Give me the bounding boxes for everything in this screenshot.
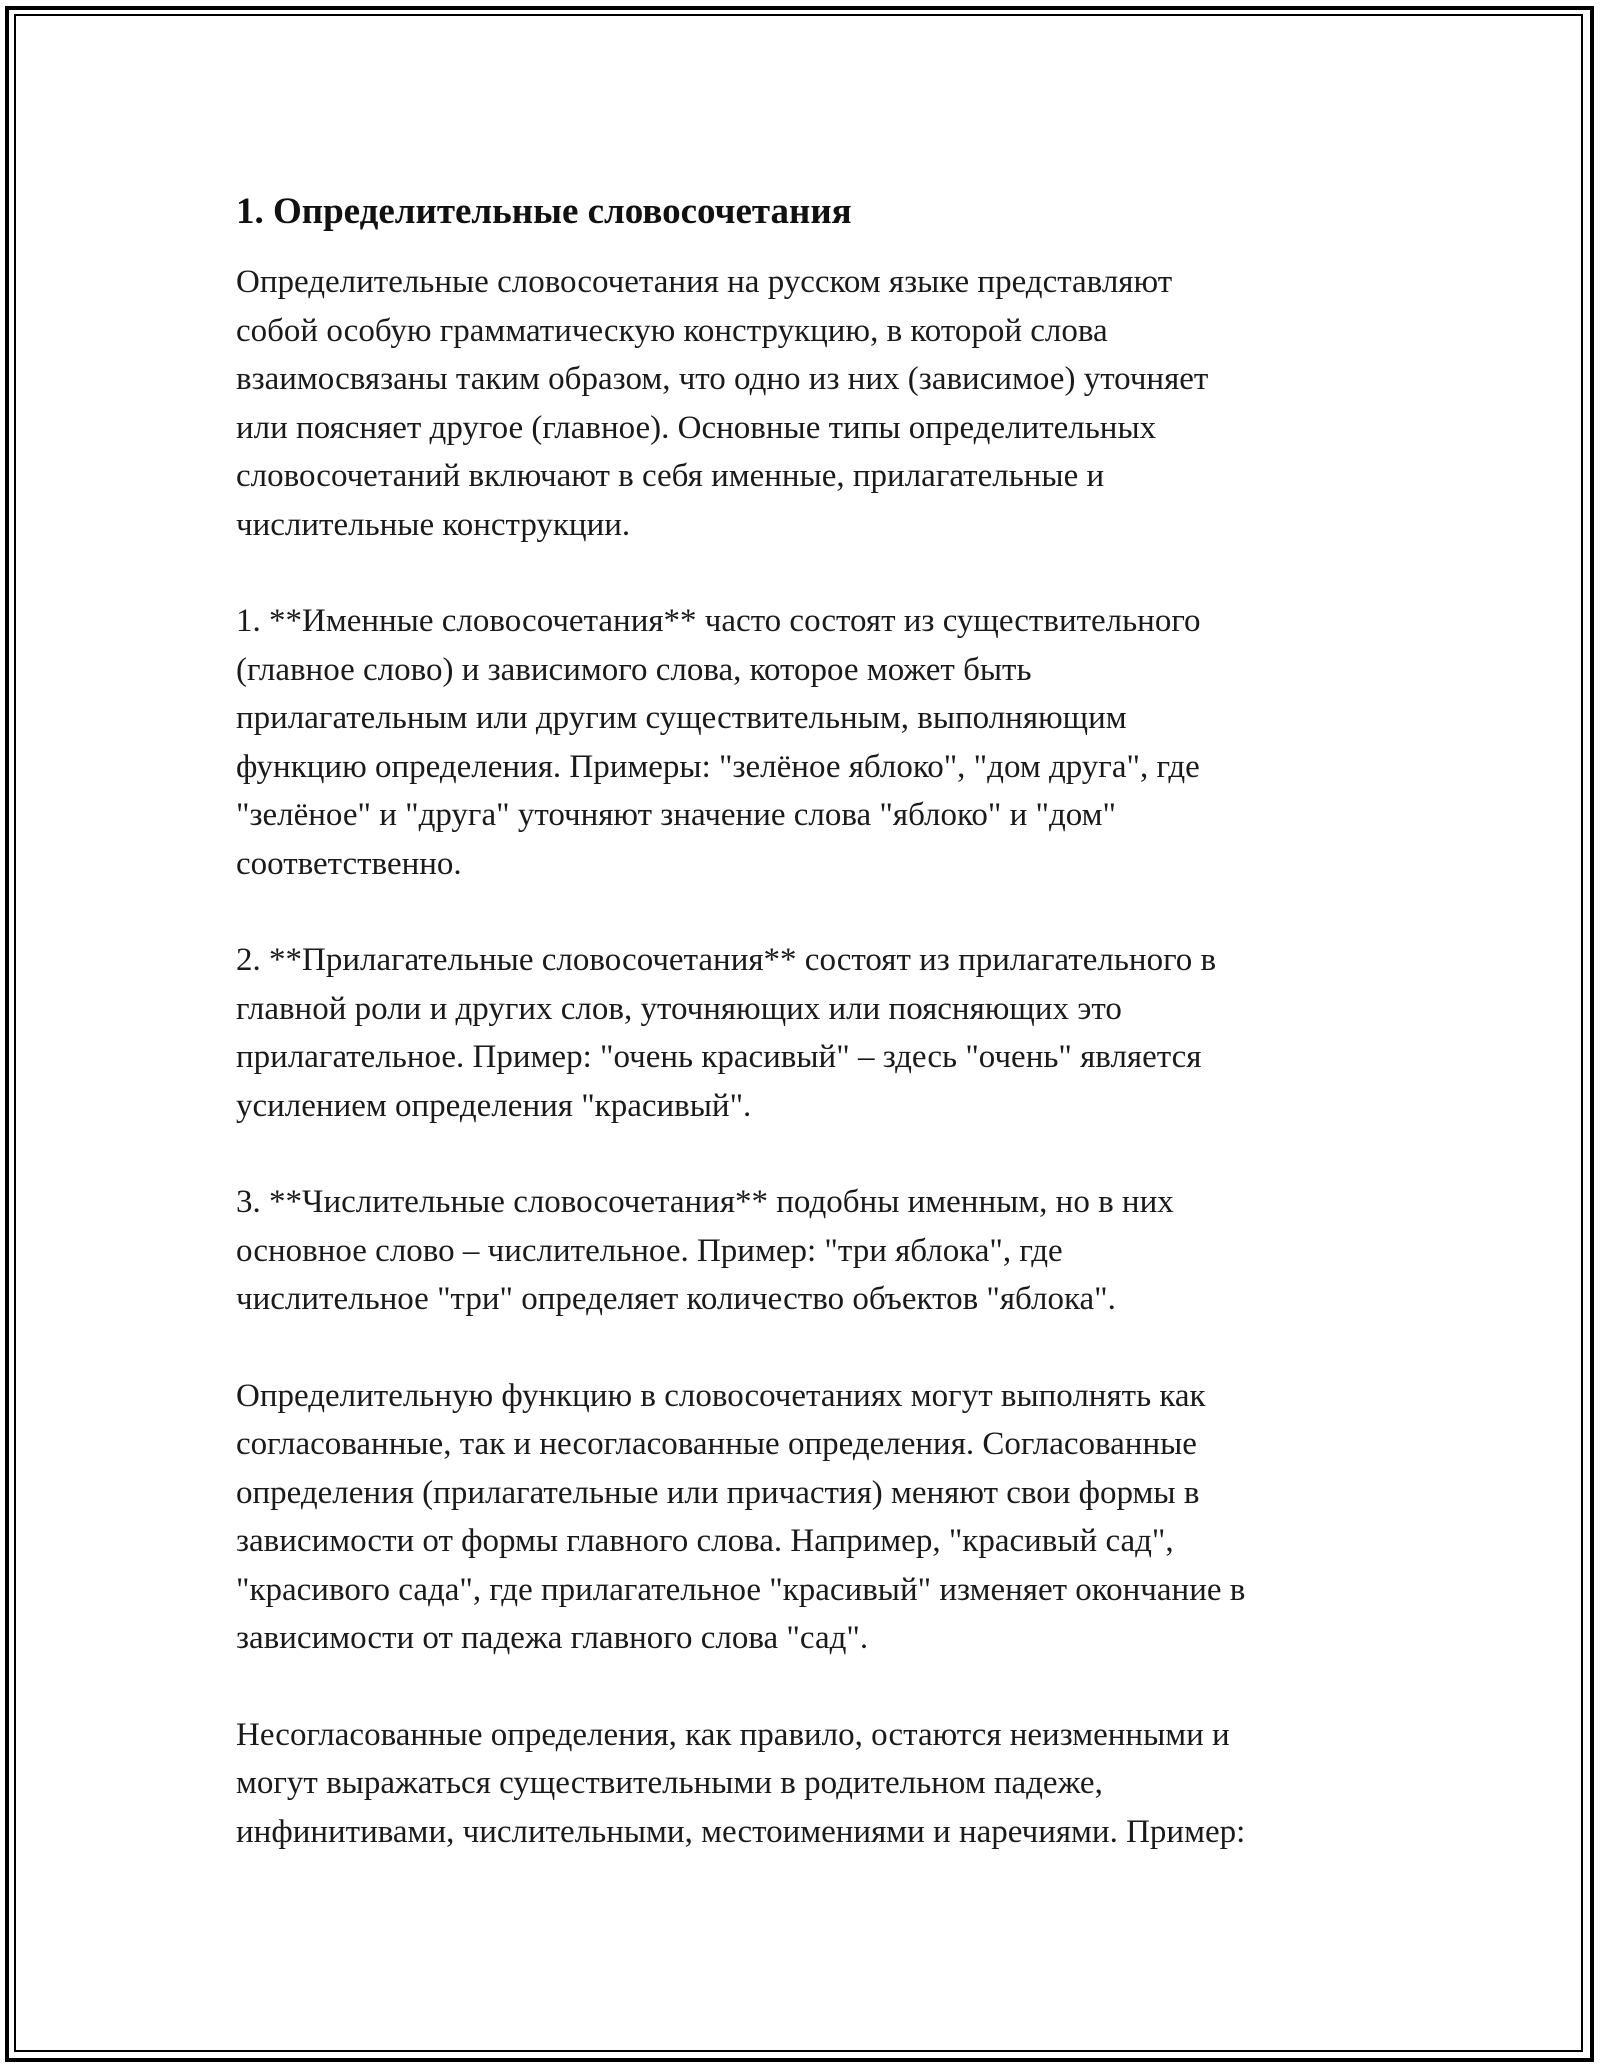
paragraph-noun-phrases: 1. **Именные словосочетания** часто состоят из существительного (главное слово) и зависимого слова, которое может быть прилагательным или другим существительным, выполняющим функцию определения. Примеры: "зелёное яблоко", "дом друга", где "зелёное" и "друга" уточняют значение слова "яблоко" и "дом" соответственно.: [236, 603, 1201, 882]
paragraph-nonagreed-attributes: Несогласованные определения, как правило, остаются неизменными и могут выражаться существительными в родительном падеже, инфинитивами, числительными, местоимениями и наречиями. Пример:: [236, 1716, 1246, 1850]
paragraph-intro: Определительные словосочетания на русском языке представляют собой особую грамматическую конструкцию, в которой слова взаимосвязаны таким образом, что одно из них (зависимое) уточняет или поясняет другое (главное). Основные типы определительных словосочетаний включают в себя именные, прилагательные и числительные конструкции.: [236, 264, 1209, 543]
paragraph-numeral-phrases: 3. **Числительные словосочетания** подобны именным, но в них основное слово – числительное. Пример: "три яблока", где числительное "три" определяет количество объектов "яблока".: [236, 1184, 1174, 1317]
paragraph-adjective-phrases: 2. **Прилагательные словосочетания** состоят из прилагательного в главной роли и других слов, уточняющих или поясняющих это прилагательное. Пример: "очень красивый" – здесь "очень" является усилением определения "красивый".: [236, 942, 1217, 1124]
document-body: [236, 188, 1386, 1904]
section-heading: 1. Определительные словосочетания: [236, 191, 852, 232]
paragraph-agreed-attributes: Определительную функцию в словосочетаниях могут выполнять как согласованные, так и несогласованные определения. Согласованные определения (прилагательные или причастия) меняют свои формы в зависимости от формы главного слова. Например, "красивый сад", "красивого сада", где прилагательное "красивый" изменяет окончание в зависимости от падежа главного слова "сад".: [236, 1377, 1246, 1656]
